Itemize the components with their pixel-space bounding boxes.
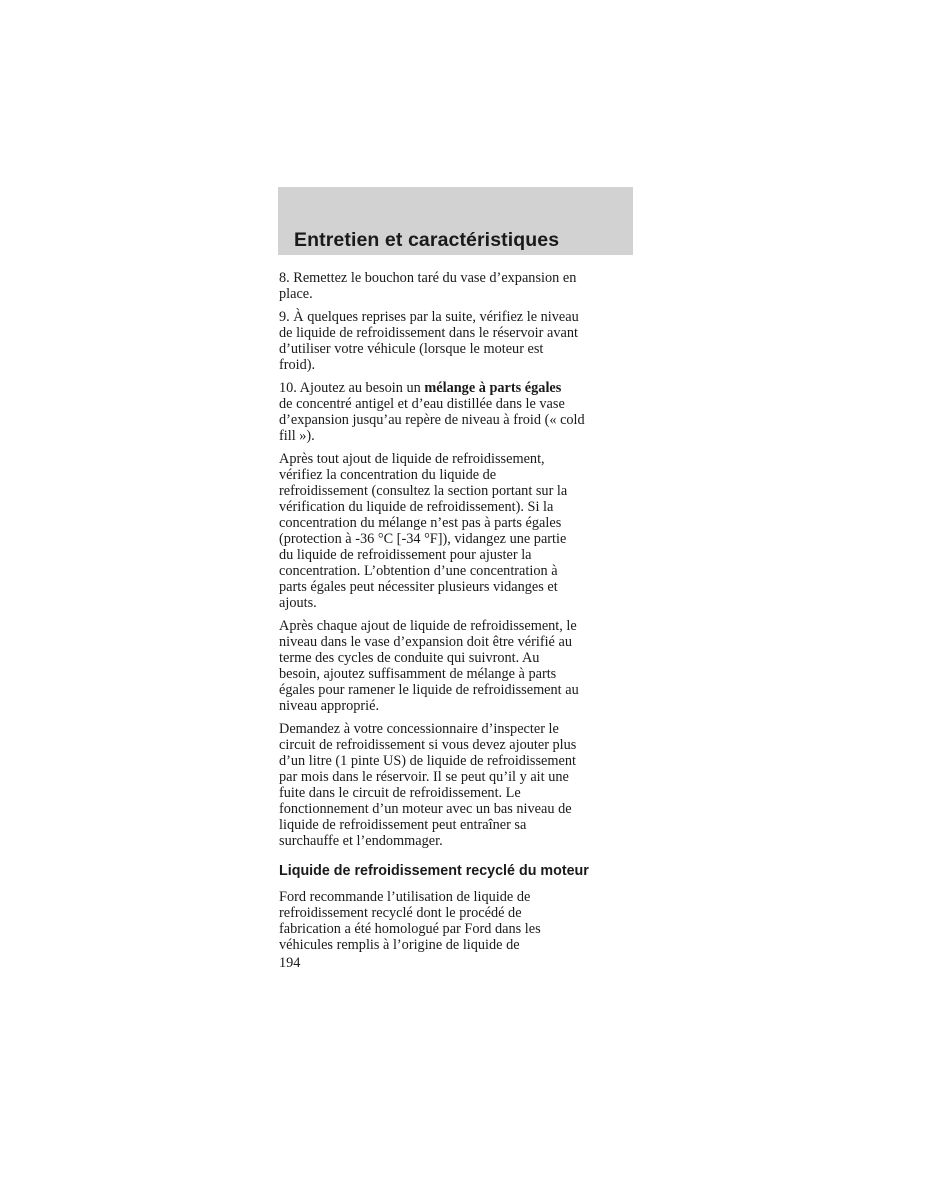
page-number: 194	[279, 955, 301, 971]
section-heading: Liquide de refroidissement recyclé du moteur	[279, 863, 589, 879]
page-title: Entretien et caractéristiques	[294, 229, 560, 251]
text-line: Demandez à votre concessionnaire d’inspecter le	[279, 721, 559, 737]
text-line: circuit de refroidissement si vous devez ajouter plus	[279, 737, 577, 753]
text-line: besoin, ajoutez suffisamment de mélange à parts	[279, 666, 557, 682]
text-line: de concentré antigel et d’eau distillée dans le vase	[279, 396, 565, 412]
paragraph-step-9	[279, 309, 635, 373]
text-line: vérifiez la concentration du liquide de	[279, 467, 497, 483]
text-line: du liquide de refroidissement pour ajuster la	[279, 547, 532, 563]
text-line: refroidissement recyclé dont le procédé de	[279, 905, 522, 921]
text-line: de liquide de refroidissement dans le réservoir avant	[279, 325, 578, 341]
text-line: d’expansion jusqu’au repère de niveau à froid (« cold	[279, 412, 585, 428]
body-content	[279, 270, 635, 960]
text-line: place.	[279, 286, 313, 302]
text-line: froid).	[279, 357, 316, 373]
text-line: parts égales peut nécessiter plusieurs vidanges et	[279, 579, 558, 595]
text-line: Ford recommande l’utilisation de liquide de	[279, 889, 531, 905]
text-line: fill »).	[279, 428, 315, 444]
text-line: Après tout ajout de liquide de refroidissement,	[279, 451, 545, 467]
paragraph-step-10	[279, 380, 635, 444]
text-line	[279, 380, 635, 396]
text-line: 8. Remettez le bouchon taré du vase d’expansion en	[279, 270, 577, 286]
text-line: par mois dans le réservoir. Il se peut qu’il y ait une	[279, 769, 569, 785]
text-line: Après chaque ajout de liquide de refroidissement, le	[279, 618, 577, 634]
text-line: niveau approprié.	[279, 698, 380, 714]
text-line: terme des cycles de conduite qui suivront. Au	[279, 650, 540, 666]
text-line: fuite dans le circuit de refroidissement. Le	[279, 785, 521, 801]
text-line: refroidissement (consultez la section portant sur la	[279, 483, 568, 499]
paragraph-recycled-coolant	[279, 889, 635, 953]
text-line: liquide de refroidissement peut entraîner sa	[279, 817, 527, 833]
text-line: véhicules remplis à l’origine de liquide de	[279, 937, 520, 953]
text-line: d’un litre (1 pinte US) de liquide de refroidissement	[279, 753, 576, 769]
paragraph-level-check	[279, 618, 635, 714]
bold-emphasis: mélange à parts égales	[424, 380, 562, 396]
text-line: concentration. L’obtention d’une concentration à	[279, 563, 558, 579]
section-header-band	[278, 187, 633, 255]
paragraph-concentration	[279, 451, 635, 611]
text-line: 9. À quelques reprises par la suite, vérifiez le niveau	[279, 309, 579, 325]
text-line: d’utiliser votre véhicule (lorsque le moteur est	[279, 341, 544, 357]
text-line: (protection à -36 °C [-34 °F]), vidangez une partie	[279, 531, 567, 547]
paragraph-step-8	[279, 270, 635, 302]
text-line: surchauffe et l’endommager.	[279, 833, 443, 849]
text-line: fonctionnement d’un moteur avec un bas niveau de	[279, 801, 572, 817]
text-line: vérification du liquide de refroidissement). Si la	[279, 499, 554, 515]
paragraph-dealer-inspection	[279, 721, 635, 849]
text-line: ajouts.	[279, 595, 317, 611]
text-line: fabrication a été homologué par Ford dans les	[279, 921, 541, 937]
text-fragment: 10. Ajoutez au besoin un	[279, 380, 425, 396]
text-line: égales pour ramener le liquide de refroidissement au	[279, 682, 579, 698]
text-line: niveau dans le vase d’expansion doit être vérifié au	[279, 634, 572, 650]
text-line: concentration du mélange n’est pas à parts égales	[279, 515, 562, 531]
